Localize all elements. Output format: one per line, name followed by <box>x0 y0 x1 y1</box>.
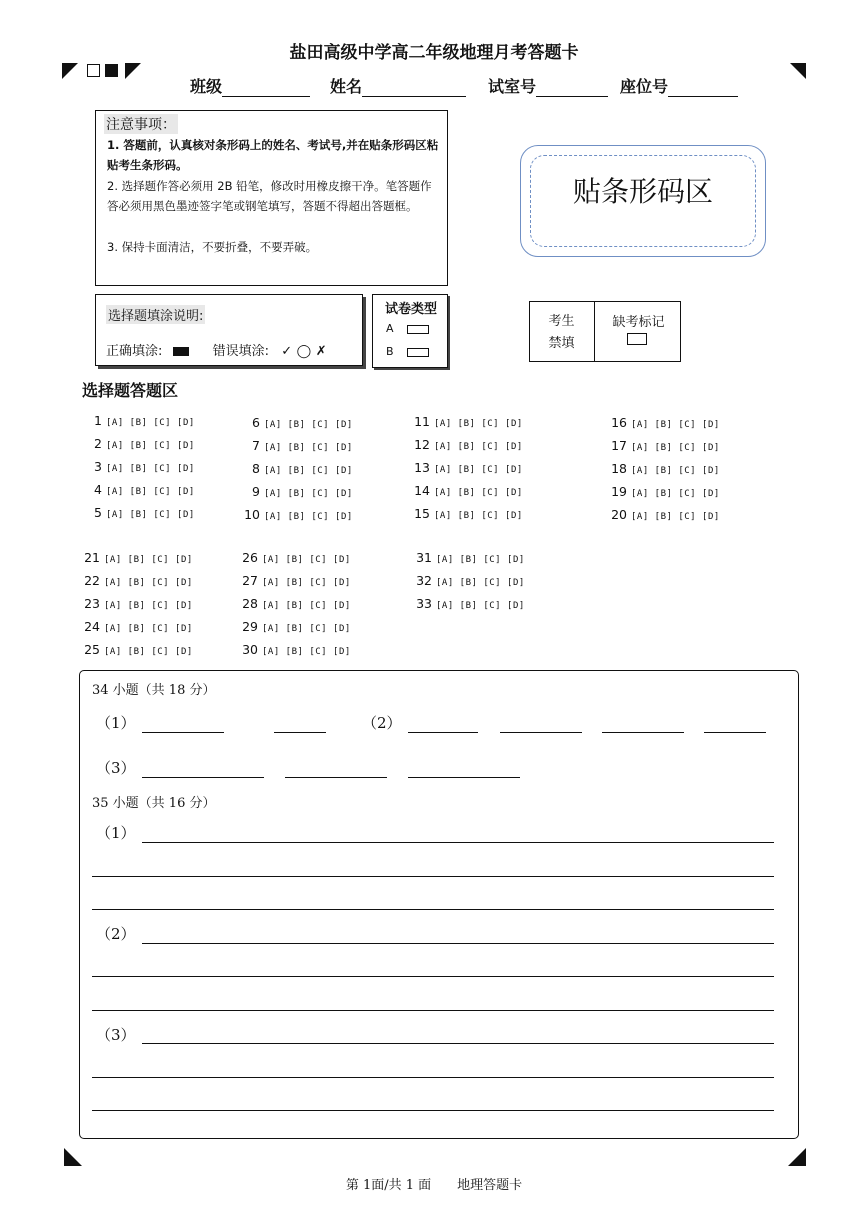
q35-answer-line[interactable] <box>92 976 774 977</box>
choice-question-number: 23 <box>84 596 100 611</box>
paper-type-b[interactable] <box>386 345 429 358</box>
q34-part2-label: （2） <box>362 714 402 732</box>
corner-mark-bottom-right <box>788 1148 806 1166</box>
choice-options[interactable]: [A] [B] [C] [D] <box>104 578 193 588</box>
fill-instructions-title: 选择题填涂说明: <box>106 305 205 324</box>
choice-options[interactable]: [A] [B] [C] [D] <box>434 488 523 498</box>
choice-question-number: 12 <box>414 437 430 452</box>
q35-title: 35 小题（共 16 分） <box>92 796 216 811</box>
choice-question-row <box>80 436 195 451</box>
choice-question-row <box>410 550 525 565</box>
barcode-label: 贴条形码区 <box>572 175 713 208</box>
class-label: 班级 <box>190 77 223 96</box>
choice-question-number: 33 <box>416 596 432 611</box>
choice-question-row <box>236 573 351 588</box>
filled-square-mark <box>105 64 118 77</box>
page-title: 盐田高级中学高二年级地理月考答题卡 <box>289 43 579 63</box>
choice-question-number: 32 <box>416 573 432 588</box>
choice-question-row <box>236 642 351 657</box>
choice-question-number: 28 <box>242 596 258 611</box>
room-label: 试室号 <box>488 77 537 96</box>
correct-fill-mark-icon <box>173 347 189 356</box>
choice-question-number: 7 <box>252 438 260 453</box>
q34-title: 34 小题（共 18 分） <box>92 683 216 698</box>
choice-options[interactable]: [A] [B] [C] [D] <box>264 512 353 522</box>
choice-question-row <box>80 413 195 428</box>
q35-answer-line[interactable] <box>92 1077 774 1078</box>
q35-part2-label: （2） <box>96 925 136 943</box>
q34-blank[interactable] <box>285 777 387 778</box>
choice-options[interactable]: [A] [B] [C] [D] <box>262 647 351 657</box>
choice-question-number: 14 <box>414 483 430 498</box>
choice-options[interactable]: [A] [B] [C] [D] <box>106 441 195 451</box>
notice-title: 注意事项： <box>104 114 178 134</box>
fill-instructions-row <box>106 340 327 359</box>
choice-question-number: 29 <box>242 619 258 634</box>
empty-square-mark <box>87 64 100 77</box>
corner-mark-top-left <box>62 63 78 79</box>
choice-question-row <box>408 483 523 498</box>
choice-question-row <box>605 484 720 499</box>
class-field <box>190 74 310 97</box>
choice-section-title: 选择题答题区 <box>82 381 179 400</box>
choice-options[interactable]: [A] [B] [C] [D] <box>631 489 720 499</box>
choice-question-row <box>408 460 523 475</box>
q34-blank[interactable] <box>500 732 582 733</box>
wrong-fill-marks-icon: ✓ ◯ ✗ <box>281 344 327 359</box>
choice-question-row <box>238 507 353 522</box>
choice-question-row <box>236 550 351 565</box>
exam-status-left-line2: 禁填 <box>548 336 575 351</box>
choice-question-number: 18 <box>611 461 627 476</box>
q35-answer-line[interactable] <box>92 876 774 877</box>
choice-options[interactable]: [A] [B] [C] [D] <box>264 489 353 499</box>
choice-options[interactable]: [A] [B] [C] [D] <box>434 465 523 475</box>
paper-type-a-label: A <box>386 322 394 335</box>
exam-status-left <box>529 311 594 355</box>
absent-mark-label: 缺考标记 <box>612 315 665 330</box>
choice-question-number: 21 <box>84 550 100 565</box>
q34-blank[interactable] <box>602 732 684 733</box>
choice-options[interactable]: [A] [B] [C] [D] <box>264 420 353 430</box>
q35-answer-line[interactable] <box>92 1110 774 1111</box>
choice-question-row <box>238 461 353 476</box>
choice-question-row <box>236 619 351 634</box>
choice-question-row <box>236 596 351 611</box>
q35-answer-line[interactable] <box>142 842 774 843</box>
choice-question-number: 2 <box>94 436 102 451</box>
notice-item-3: 3. 保持卡面清洁，不要折叠，不要弄破。 <box>107 240 318 254</box>
choice-question-row <box>238 415 353 430</box>
choice-options[interactable]: [A] [B] [C] [D] <box>434 419 523 429</box>
paper-type-a[interactable] <box>386 322 429 335</box>
choice-question-row <box>78 619 193 634</box>
choice-question-number: 5 <box>94 505 102 520</box>
choice-question-number: 22 <box>84 573 100 588</box>
choice-question-row <box>410 573 525 588</box>
absent-mark-box[interactable] <box>627 333 647 345</box>
choice-question-number: 30 <box>242 642 258 657</box>
choice-question-row <box>78 642 193 657</box>
q34-blank[interactable] <box>142 732 224 733</box>
choice-question-number: 9 <box>252 484 260 499</box>
choice-question-number: 13 <box>414 460 430 475</box>
choice-options[interactable]: [A] [B] [C] [D] <box>264 466 353 476</box>
choice-question-number: 26 <box>242 550 258 565</box>
choice-question-row <box>605 415 720 430</box>
paper-type-a-box[interactable] <box>407 325 429 334</box>
choice-question-row <box>238 438 353 453</box>
answer-box <box>79 670 799 1139</box>
seat-input-line[interactable] <box>668 80 738 97</box>
notice-item-1: 1. 答题前，认真核对条形码上的姓名、考试号,并在贴条形码区粘贴考生条形码。 <box>107 138 439 172</box>
choice-options[interactable]: [A] [B] [C] [D] <box>436 555 525 565</box>
choice-question-row <box>78 573 193 588</box>
choice-options[interactable]: [A] [B] [C] [D] <box>262 601 351 611</box>
choice-options[interactable]: [A] [B] [C] [D] <box>262 555 351 565</box>
choice-question-number: 17 <box>611 438 627 453</box>
name-input-line[interactable] <box>362 80 466 97</box>
q35-answer-line[interactable] <box>142 1043 774 1044</box>
choice-options[interactable]: [A] [B] [C] [D] <box>106 464 195 474</box>
choice-question-row <box>408 414 523 429</box>
choice-question-number: 20 <box>611 507 627 522</box>
choice-question-row <box>605 507 720 522</box>
paper-type-title: 试卷类型 <box>385 302 438 317</box>
choice-question-number: 16 <box>611 415 627 430</box>
choice-question-row <box>78 596 193 611</box>
q34-part3-label: （3） <box>96 759 136 777</box>
seat-field <box>620 74 738 97</box>
choice-options[interactable]: [A] [B] [C] [D] <box>434 511 523 521</box>
choice-question-row <box>410 596 525 611</box>
name-field <box>330 74 466 97</box>
name-label: 姓名 <box>330 77 363 96</box>
page-footer: 第 1面/共 1 面 地理答题卡 <box>345 1178 523 1193</box>
choice-question-row <box>605 461 720 476</box>
choice-options[interactable]: [A] [B] [C] [D] <box>264 443 353 453</box>
choice-question-row <box>408 506 523 521</box>
choice-question-number: 25 <box>84 642 100 657</box>
wrong-fill-label: 错误填涂: <box>212 344 270 359</box>
choice-question-row <box>78 550 193 565</box>
choice-question-row <box>408 437 523 452</box>
q34-blank[interactable] <box>408 777 520 778</box>
room-field <box>488 74 608 97</box>
q34-blank[interactable] <box>408 732 478 733</box>
q34-blank[interactable] <box>704 732 766 733</box>
choice-options[interactable]: [A] [B] [C] [D] <box>436 578 525 588</box>
choice-options[interactable]: [A] [B] [C] [D] <box>106 487 195 497</box>
room-input-line[interactable] <box>536 80 608 97</box>
choice-options[interactable]: [A] [B] [C] [D] <box>631 466 720 476</box>
choice-question-number: 3 <box>94 459 102 474</box>
choice-options[interactable]: [A] [B] [C] [D] <box>104 647 193 657</box>
q34-part1-label: （1） <box>96 714 136 732</box>
choice-question-number: 1 <box>94 413 102 428</box>
q35-answer-line[interactable] <box>92 909 774 910</box>
notice-item-2: 2. 选择题作答必须用 2B 铅笔，修改时用橡皮擦干净。笔答题作答必须用黑色墨迹签字笔或钢笔填写，答题不得超出答题框。 <box>107 179 432 213</box>
paper-type-b-label: B <box>386 345 394 358</box>
choice-options[interactable]: [A] [B] [C] [D] <box>631 420 720 430</box>
choice-options[interactable]: [A] [B] [C] [D] <box>262 578 351 588</box>
choice-options[interactable]: [A] [B] [C] [D] <box>106 418 195 428</box>
choice-question-number: 15 <box>414 506 430 521</box>
q35-answer-line[interactable] <box>142 943 774 944</box>
choice-options[interactable]: [A] [B] [C] [D] <box>434 442 523 452</box>
q35-answer-line[interactable] <box>92 1010 774 1011</box>
choice-options[interactable]: [A] [B] [C] [D] <box>436 601 525 611</box>
choice-question-row <box>238 484 353 499</box>
choice-question-number: 10 <box>244 507 260 522</box>
choice-question-number: 4 <box>94 482 102 497</box>
choice-question-row <box>80 505 195 520</box>
choice-question-number: 27 <box>242 573 258 588</box>
choice-options[interactable]: [A] [B] [C] [D] <box>631 443 720 453</box>
exam-status-left-line1: 考生 <box>548 314 575 329</box>
choice-options[interactable]: [A] [B] [C] [D] <box>262 624 351 634</box>
choice-question-row <box>80 459 195 474</box>
corner-mark-top-right <box>790 63 806 79</box>
class-input-line[interactable] <box>222 80 310 97</box>
seat-label: 座位号 <box>620 77 669 96</box>
choice-options[interactable]: [A] [B] [C] [D] <box>104 601 193 611</box>
choice-question-number: 11 <box>414 414 430 429</box>
choice-question-number: 8 <box>252 461 260 476</box>
corner-mark-top-left-2 <box>125 63 141 79</box>
exam-status-divider <box>594 301 595 362</box>
choice-question-number: 19 <box>611 484 627 499</box>
choice-options[interactable]: [A] [B] [C] [D] <box>104 624 193 634</box>
paper-type-b-box[interactable] <box>407 348 429 357</box>
choice-options[interactable]: [A] [B] [C] [D] <box>631 512 720 522</box>
choice-question-row <box>605 438 720 453</box>
q34-blank[interactable] <box>142 777 264 778</box>
choice-options[interactable]: [A] [B] [C] [D] <box>104 555 193 565</box>
corner-mark-bottom-left <box>64 1148 82 1166</box>
choice-question-number: 24 <box>84 619 100 634</box>
q35-part3-label: （3） <box>96 1026 136 1044</box>
correct-fill-label: 正确填涂: <box>106 344 163 359</box>
q34-blank[interactable] <box>274 732 326 733</box>
choice-question-number: 6 <box>252 415 260 430</box>
q35-part1-label: （1） <box>96 824 136 842</box>
choice-question-row <box>80 482 195 497</box>
choice-question-number: 31 <box>416 550 432 565</box>
choice-options[interactable]: [A] [B] [C] [D] <box>106 510 195 520</box>
